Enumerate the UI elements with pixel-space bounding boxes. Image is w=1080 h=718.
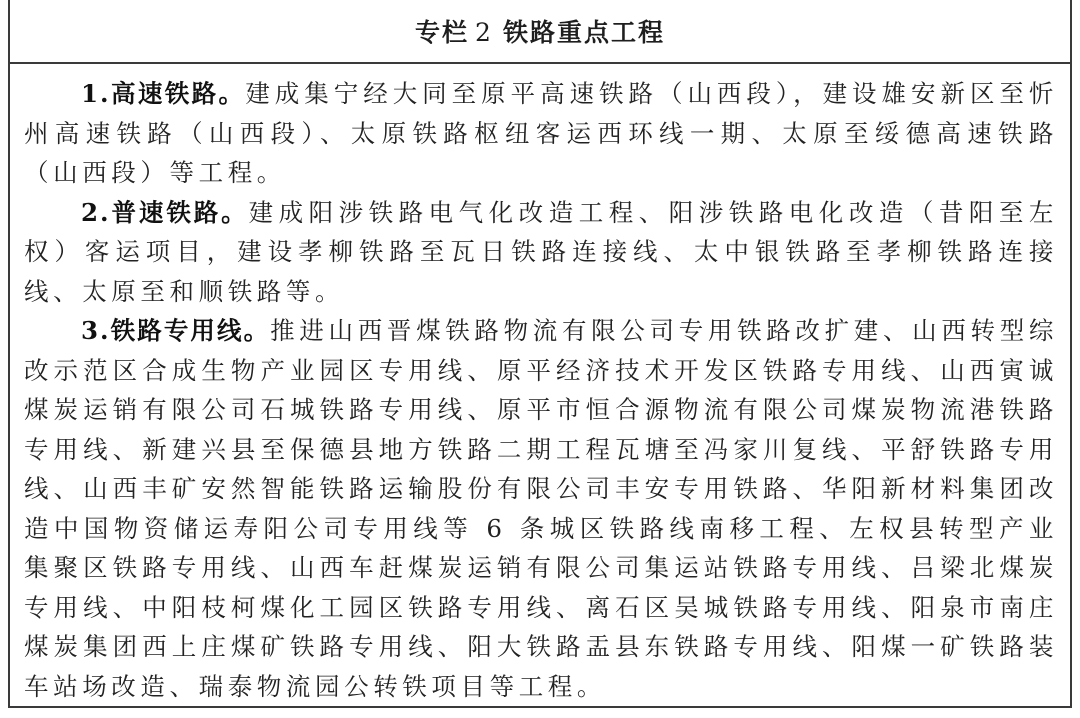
item-text: 推进山西晋煤铁路物流有限公司专用铁路改扩建、山西转型综改示范区合成生物产业园区专用线、原平经济技术开发区铁路专用线、山西寅诚煤炭运销有限公司石城铁路专用线、原平市恒合源物流有限公司煤炭物流港铁路专用线、新建兴县至保德县地方铁路二期工程瓦塘至冯家川复线、平舒铁路专用线、山西丰矿安然智能铁路运输股份有限公司丰安专用铁路、华阳新材料集团改造中国物资储运寿阳公司专用线等 6 条城区铁路线南移工程、左权县转型产业集聚区铁路专用线、山西车赶煤炭运销有限公司集运站铁路专用线、吕梁北煤炭专用线、中阳枝柯煤化工园区铁路专用线、离石区吴城铁路专用线、阳泉市南庄煤炭集团西上庄煤矿铁路专用线、阳大铁路盂县东铁路专用线、阳煤一矿铁路装车站场改造、瑞泰物流园公转铁项目等工程。 xyxy=(24,316,1058,701)
column-title-text: 铁路重点工程 xyxy=(502,18,665,47)
column-body xyxy=(24,74,1058,706)
item-heading: 3.铁路专用线。 xyxy=(81,316,271,345)
column-number: 2 xyxy=(475,18,493,47)
column-label: 专栏 xyxy=(415,18,470,47)
item-high-speed-railway xyxy=(24,74,1058,193)
item-text: 建成阳涉铁路电气化改造工程、阳涉铁路电化改造（昔阳至左权）客运项目，建设孝柳铁路至瓦日铁路连接线、太中银铁路至孝柳铁路连接线、太原至和顺铁路等。 xyxy=(24,197,1058,306)
item-heading: 2.普速铁路。 xyxy=(81,197,249,227)
column-title xyxy=(415,13,665,49)
item-railway-spur-lines xyxy=(24,311,1058,706)
item-heading: 1.高速铁路。 xyxy=(81,79,246,108)
item-conventional-railway xyxy=(24,193,1058,312)
column-box xyxy=(8,0,1072,708)
item-text: 建成集宁经大同至原平高速铁路（山西段），建设雄安新区至忻州高速铁路（山西段）、太原铁路枢纽客运西环线一期、太原至绥德高速铁路（山西段）等工程。 xyxy=(24,79,1058,187)
column-header xyxy=(10,0,1070,64)
